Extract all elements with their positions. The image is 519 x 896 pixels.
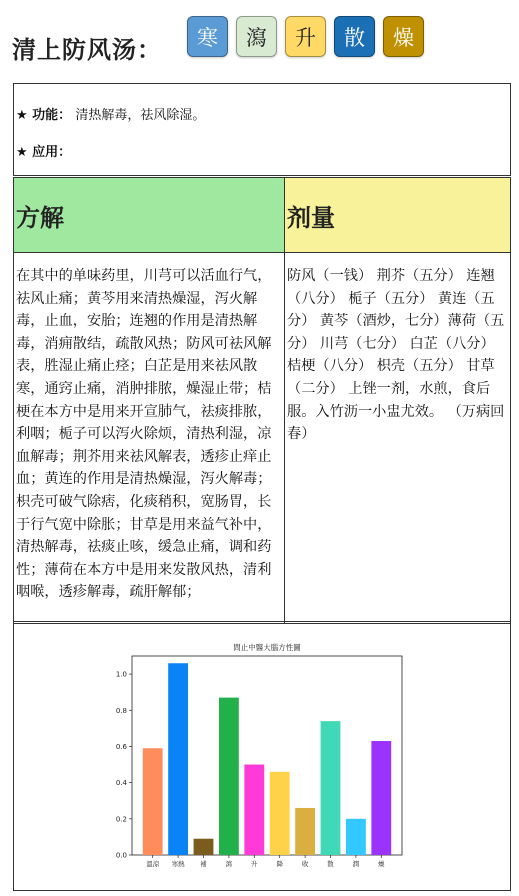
badge-purge: 瀉 <box>236 16 277 57</box>
page-title: 清上防风汤： <box>12 36 162 64</box>
y-tick-label: 1.0 <box>115 670 127 679</box>
bar-7 <box>321 721 341 855</box>
bar-0 <box>143 748 163 855</box>
header-explanation: 方解 <box>14 178 285 252</box>
application-label: ★ 应用： <box>16 145 72 160</box>
property-badges <box>187 16 424 57</box>
title-row <box>0 0 519 80</box>
x-tick-label: 寒熱 <box>171 860 185 868</box>
y-tick-label: 0.8 <box>115 706 127 715</box>
x-tick-label: 補 <box>200 860 207 868</box>
badge-dry: 燥 <box>383 16 424 57</box>
y-tick-label: 0.4 <box>115 779 127 788</box>
function-text: 清热解毒，祛风除湿。 <box>75 108 206 123</box>
bar-1 <box>168 663 188 855</box>
x-tick-label: 升 <box>251 860 258 868</box>
y-tick-label: 0.0 <box>115 851 127 860</box>
x-tick-label: 燥 <box>378 860 385 868</box>
x-tick-label: 瀉 <box>225 860 233 868</box>
bar-3 <box>219 698 239 855</box>
function-line <box>16 104 205 123</box>
bar-5 <box>270 772 290 855</box>
table-header <box>14 178 510 253</box>
x-tick-label: 收 <box>301 860 309 868</box>
chart-title: 問止中醫大腦方性圖 <box>233 643 301 652</box>
bar-9 <box>371 741 391 855</box>
bar-chart <box>14 622 510 890</box>
table-body <box>14 253 510 623</box>
bar-2 <box>194 839 214 855</box>
bar-8 <box>346 819 366 855</box>
bar-4 <box>244 765 264 855</box>
explanation-cell: 在其中的单味药里，川芎可以活血行气，祛风止痛；黄芩用来清热燥湿，泻火解毒，止血，安胎；连翘的作用是清热解毒，消痈散结，疏散风热；防风可祛风解表，胜湿止痛止痉；白芷是用来祛风散寒，通窍止痛，消肿排脓，燥湿止带；桔梗在本方中是用来开宣肺气，祛痰排脓，利咽；栀子可以泻火除烦，清热利湿，凉血解毒；荆芥用来祛风解表，透疹止痒止血；黄连的作用是清热燥湿，泻火解毒；枳壳可破气除痞，化痰稍积，宽肠胃，长于行气宽中除胀；甘草是用来益气补中，清热解毒，祛痰止咳，缓急止痛，调和药性；薄荷在本方中是用来发散风热，清利咽喉，透疹解毒，疏肝解郁； <box>14 253 285 623</box>
badge-ascend: 升 <box>285 16 326 57</box>
x-tick-label: 降 <box>276 860 283 868</box>
formula-table <box>13 177 511 624</box>
function-label: ★ 功能： <box>16 108 72 123</box>
info-box <box>13 83 511 176</box>
dosage-cell: 防风（一钱） 荆芥（五分） 连翘（八分） 栀子（五分） 黄连（五分） 黄芩（酒炒，七分）薄荷（五分） 川芎（七分） 白芷（八分） 桔梗（八分） 枳壳（五分） 甘草（二分） 上锉一剂，水煎，食后服。入竹沥一小盅尤效。 （万病回春） <box>287 268 505 443</box>
y-tick-label: 0.2 <box>115 815 127 824</box>
application-line <box>16 141 71 160</box>
badge-disperse: 散 <box>334 16 375 57</box>
y-tick-label: 0.6 <box>115 742 127 751</box>
chart-box <box>13 621 511 891</box>
badge-cold: 寒 <box>187 16 228 57</box>
x-tick-label: 潤 <box>352 860 360 868</box>
header-dosage: 剂量 <box>285 178 510 252</box>
x-tick-label: 散 <box>327 860 334 868</box>
bar-6 <box>295 808 315 855</box>
x-tick-label: 溫涼 <box>146 860 160 868</box>
